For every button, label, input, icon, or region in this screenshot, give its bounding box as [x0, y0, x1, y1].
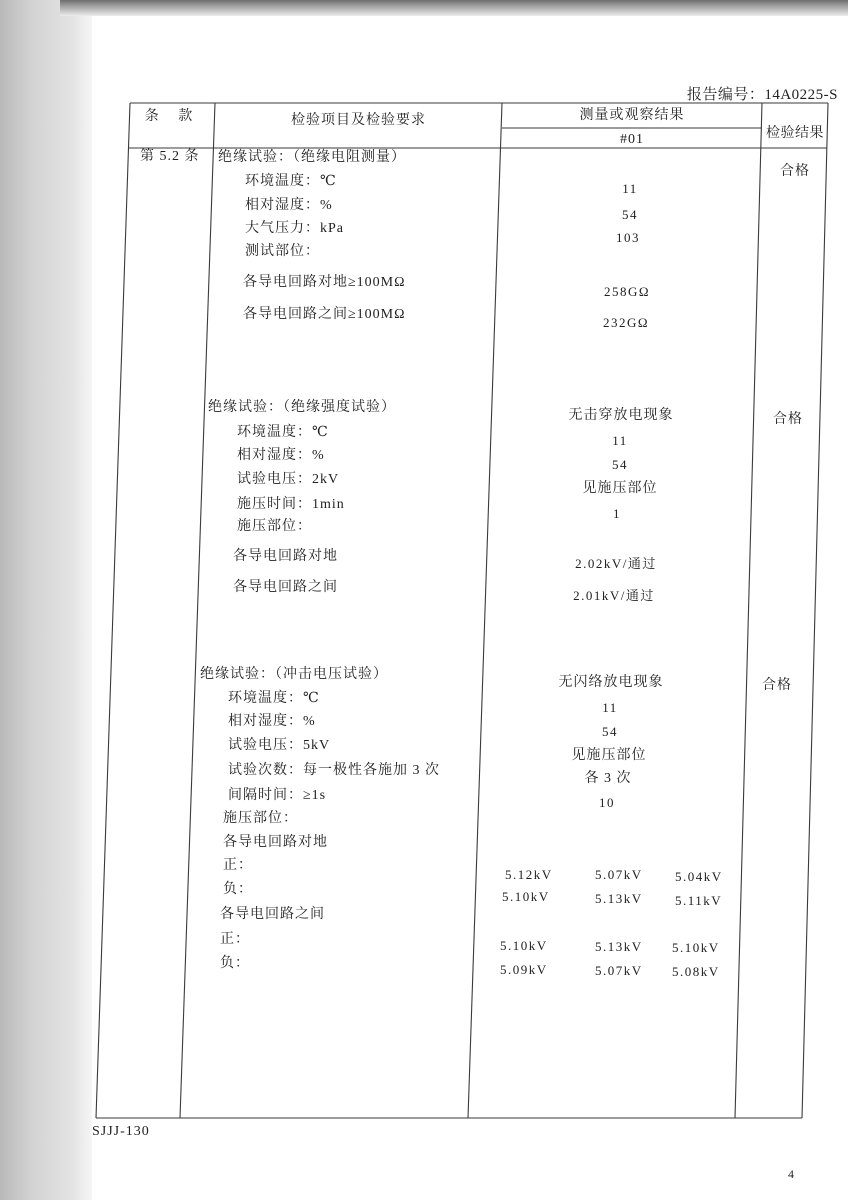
voltage-duration-requirement: 施压时间：1min: [237, 497, 345, 512]
ambient-temperature-value: 11: [612, 433, 628, 448]
negative-polarity-label: 负：: [223, 882, 253, 897]
between-positive-reading: 5.13kV: [595, 939, 643, 954]
insulation-resistance-title: 绝缘试验：（绝缘电阻测量）: [218, 150, 406, 165]
between-circuits-label: 各导电回路之间: [220, 907, 325, 922]
test-voltage-value: 见施压部位: [582, 481, 658, 496]
circuit-to-earth-resistance-value: 258GΩ: [603, 284, 651, 299]
between-circuits-withstand-value: 2.01kV/通过: [573, 588, 655, 603]
between-positive-reading: 5.10kV: [672, 940, 720, 955]
test-count-value: 各 3 次: [584, 771, 632, 786]
page-number: 4: [788, 1167, 794, 1181]
header-sample: #01: [620, 132, 644, 147]
between-circuits-label: 各导电回路之间: [233, 580, 338, 595]
interval-requirement: 间隔时间：≥1s: [228, 788, 327, 803]
test-location-label: 测试部位：: [245, 244, 320, 259]
column-divider-item: [468, 103, 502, 1118]
test-voltage-requirement: 试验电压：2kV: [237, 472, 340, 487]
earth-positive-reading: 5.04kV: [675, 869, 723, 884]
relative-humidity-value: 54: [622, 207, 638, 222]
ambient-temperature-requirement: 环境温度：℃: [228, 691, 320, 706]
earth-positive-reading: 5.12kV: [505, 867, 553, 882]
ambient-temperature-value: 11: [602, 700, 618, 715]
test-count-requirement: 试验次数：每一极性各施加 3 次: [228, 763, 440, 778]
voltage-application-location-label: 施压部位：: [223, 811, 298, 826]
header-clause: 条 款: [144, 109, 201, 124]
positive-polarity-label: 正：: [220, 932, 250, 947]
circuit-to-earth-label: 各导电回路对地: [223, 835, 328, 850]
test-voltage-value: 见施压部位: [571, 748, 647, 763]
earth-negative-reading: 5.13kV: [595, 891, 643, 906]
table-right-border: [802, 103, 828, 1118]
ambient-temperature-value: 11: [622, 181, 638, 196]
relative-humidity-value: 54: [612, 457, 628, 472]
header-measurement: 测量或观察结果: [579, 108, 685, 123]
circuit-to-earth-withstand-value: 2.02kV/通过: [575, 556, 657, 571]
between-positive-reading: 5.10kV: [500, 938, 548, 953]
column-divider-clause: [180, 103, 215, 1118]
earth-negative-reading: 5.10kV: [502, 889, 550, 904]
relative-humidity-requirement: 相对湿度：%: [237, 448, 325, 463]
clause-label: 第 5.2 条: [140, 149, 200, 164]
voltage-duration-value: 1: [613, 506, 621, 521]
between-circuits-requirement: 各导电回路之间≥100MΩ: [243, 307, 406, 322]
dielectric-strength-title: 绝缘试验：（绝缘强度试验）: [208, 400, 396, 415]
relative-humidity-requirement: 相对湿度：%: [245, 198, 333, 213]
interval-value: 10: [599, 795, 615, 810]
dielectric-strength-result: 合格: [773, 412, 803, 427]
table-left-border: [96, 103, 130, 1118]
between-circuits-resistance-value: 232GΩ: [602, 315, 650, 330]
ambient-temperature-requirement: 环境温度：℃: [245, 174, 337, 189]
header-item: 检验项目及检验要求: [291, 113, 426, 128]
impulse-voltage-result: 合格: [762, 678, 792, 693]
between-negative-reading: 5.09kV: [500, 962, 548, 977]
header-result: 检验结果: [766, 126, 824, 141]
impulse-voltage-title: 绝缘试验：（冲击电压试验）: [200, 667, 388, 682]
negative-polarity-label: 负：: [220, 956, 250, 971]
between-negative-reading: 5.08kV: [672, 964, 720, 979]
relative-humidity-requirement: 相对湿度：%: [228, 714, 316, 729]
atmospheric-pressure-value: 103: [616, 230, 640, 245]
report-number: 报告编号：14A0225-S: [686, 87, 838, 103]
positive-polarity-label: 正：: [223, 858, 253, 873]
relative-humidity-value: 54: [602, 724, 618, 739]
earth-negative-reading: 5.11kV: [675, 893, 723, 908]
ambient-temperature-requirement: 环境温度：℃: [237, 425, 329, 440]
between-negative-reading: 5.07kV: [595, 963, 643, 978]
atmospheric-pressure-requirement: 大气压力：kPa: [245, 221, 344, 236]
voltage-application-location-label: 施压部位：: [237, 519, 312, 534]
circuit-to-earth-label: 各导电回路对地: [233, 549, 338, 564]
form-code: SJJJ-130: [92, 1124, 150, 1139]
earth-positive-reading: 5.07kV: [595, 867, 643, 882]
circuit-to-earth-requirement: 各导电回路对地≥100MΩ: [243, 275, 406, 290]
insulation-resistance-result: 合格: [780, 164, 810, 179]
test-voltage-requirement: 试验电压：5kV: [228, 738, 331, 753]
flashover-observation: 无闪络放电现象: [558, 675, 664, 690]
column-divider-measurement: [735, 103, 762, 1118]
breakdown-observation: 无击穿放电现象: [568, 408, 674, 423]
